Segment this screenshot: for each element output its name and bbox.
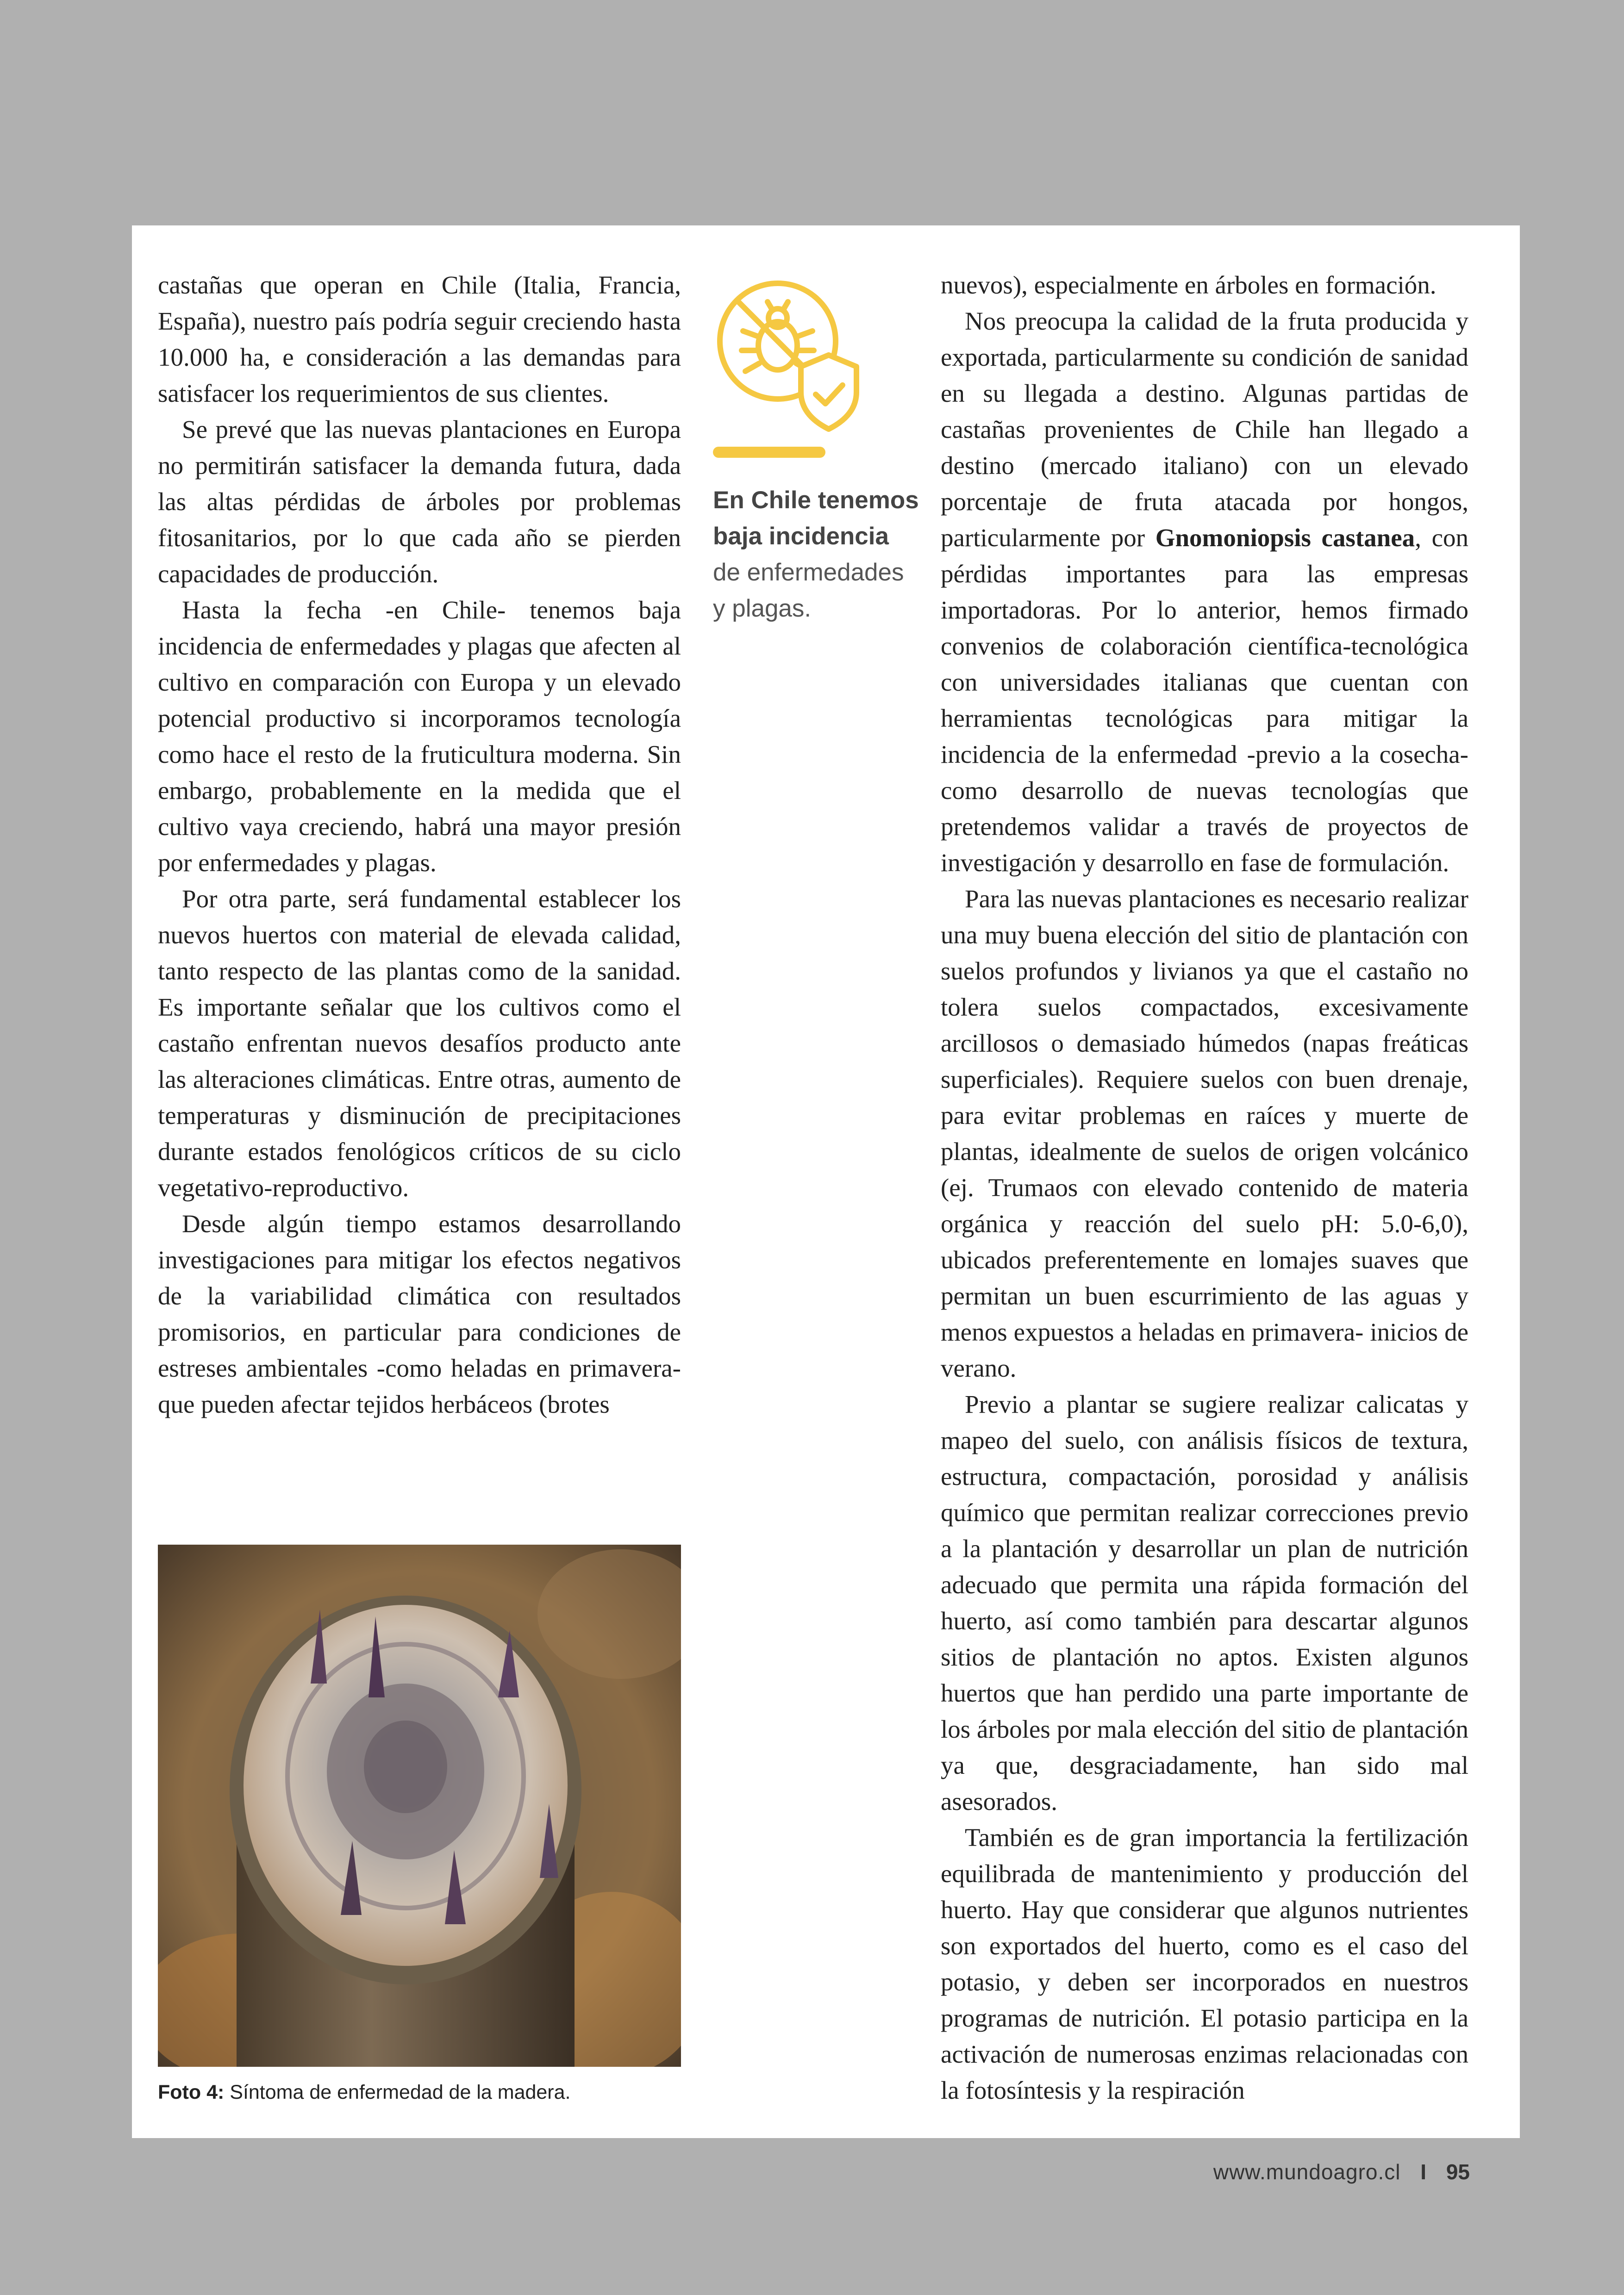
paragraph: castañas que operan en Chile (Italia, Francia, España), nuestro país podría seguir creciendo hasta 10.000 ha, e consideración a las demandas para satisfacer los requerimientos de sus clientes. — [158, 271, 681, 407]
quote-bold-line: baja incidencia — [713, 523, 889, 550]
caption-text: Síntoma de enfermedad de la madera. — [224, 2081, 571, 2103]
pull-quote — [713, 482, 921, 627]
paragraph: Para las nuevas plantaciones es necesario realizar una muy buena elección del sitio de plantación con suelos profundos y livianos ya que el castaño no tolera suelos compactados, excesivamente arcillosos o demasiado húmedos (napas freáticas superficiales). Requiere suelos con buen drenaje, para evitar problemas en raíces y muerte de plantas, idealmente de suelos de origen volcánico (ej. Trumaos con elevado contenido de materia orgánica y reacción del suelo pH: 5.0-6,0), ubicados preferentemente en lomajes suaves que permitan un buen escurrimiento de las aguas y menos expuestos a heladas en primavera- inicios de verano. — [941, 885, 1468, 1382]
tree-stump-illustration — [158, 1545, 681, 2067]
quote-bold-line: En Chile tenemos — [713, 486, 919, 514]
paragraph: Por otra parte, será fundamental establecer los nuevos huertos con material de elevada calidad, tanto respecto de las plantas como de la sanidad. Es importante señalar que los cultivos como el castaño enfrentan nuevos desafíos producto ante las alteraciones climáticas. Entre otras, aumento de temperaturas y disminución de precipitaciones durante estados fenológicos críticos de su ciclo vegetativo-reproductivo. — [158, 885, 681, 1202]
species-name: Gnomoniopsis castanea — [1155, 524, 1415, 552]
site-url: www.mundoagro.cl — [1213, 2160, 1401, 2184]
quote-line: de enfermedades — [713, 559, 904, 586]
paragraph-text: , con pérdidas importantes para las empresas importadoras. Por lo anterior, hemos firmado convenios de colaboración científica-tecnológica con universidades italianas que cuentan con herramientas tecnológicas para mitigar la incidencia de la enfermedad -previo a la cosecha- como desarrollo de nuevas tecnologías que pretendemos validar a través de proyectos de investigación y desarrollo en fase de formulación. — [941, 524, 1468, 877]
paragraph: Previo a plantar se sugiere realizar calicatas y mapeo del suelo, con análisis físicos de textura, estructura, compactación, porosidad y análisis químico que permitan realizar correcciones previo a la plantación y desarrollar un plan de nutrición adecuado que permita una rápida formación del huerto, así como también para descartar algunos sitios de plantación no aptos. Existen algunos huertos que han perdido una parte importante de los árboles por mala elección del sitio de plantación ya que, desgraciadamente, han sido mal asesorados. — [941, 1390, 1468, 1815]
paragraph: También es de gran importancia la fertilización equilibrada de mantenimiento y producción del huerto. Hay que considerar que algunos nutrientes son exportados del huerto, como es el caso del potasio, y deben ser incorporados en nuestros programas de nutrición. El potasio participa en la activación de numerosas enzimas relacionadas con la fotosíntesis y la respiración — [941, 1823, 1468, 2104]
page-footer — [1213, 2159, 1470, 2184]
paragraph: Desde algún tiempo estamos desarrollando investigaciones para mitigar los efectos negativos de la variabilidad climática con resultados promisorios, en particular para condiciones de estreses ambientales -como heladas en primavera- que pueden afectar tejidos herbáceos (brotes — [158, 1210, 681, 1418]
paragraph-text: Nos preocupa la calidad de la fruta producida y exportada, particularmente su condición de sanidad en su llegada a destino. Algunas partidas de castañas provenientes de Chile han llegado a destino (mercado italiano) con un elevado porcentaje de fruta atacada por hongos, particularmente por — [941, 307, 1468, 552]
bug-shield-icon — [713, 276, 870, 434]
magazine-page — [132, 225, 1520, 2138]
paragraph: Hasta la fecha -en Chile- tenemos baja incidencia de enfermedades y plagas que afecten al cultivo en comparación con Europa y un elevado potencial productivo si incorporamos tecnología como hace el resto de la fruticultura moderna. Sin embargo, probablemente en la medida que el cultivo vaya creciendo, habrá una mayor presión por enfermedades y plagas. — [158, 596, 681, 877]
caption-label: Foto 4: — [158, 2081, 225, 2103]
quote-line: y plagas. — [713, 595, 812, 622]
page-number: 95 — [1446, 2160, 1470, 2184]
paragraph: Se prevé que las nuevas plantaciones en Europa no permitirán satisfacer la demanda futura, dada las altas pérdidas de árboles por problemas fitosanitarios, por lo que cada año se pierden capacidades de producción. — [158, 415, 681, 588]
footer-separator: I — [1420, 2160, 1427, 2184]
left-text-column — [158, 267, 681, 1422]
wood-disease-photo — [158, 1545, 681, 2067]
right-text-column — [941, 267, 1468, 2108]
paragraph — [941, 303, 1468, 881]
accent-bar — [713, 447, 825, 458]
paragraph: nuevos), especialmente en árboles en formación. — [941, 271, 1437, 299]
photo-caption — [158, 2079, 713, 2105]
